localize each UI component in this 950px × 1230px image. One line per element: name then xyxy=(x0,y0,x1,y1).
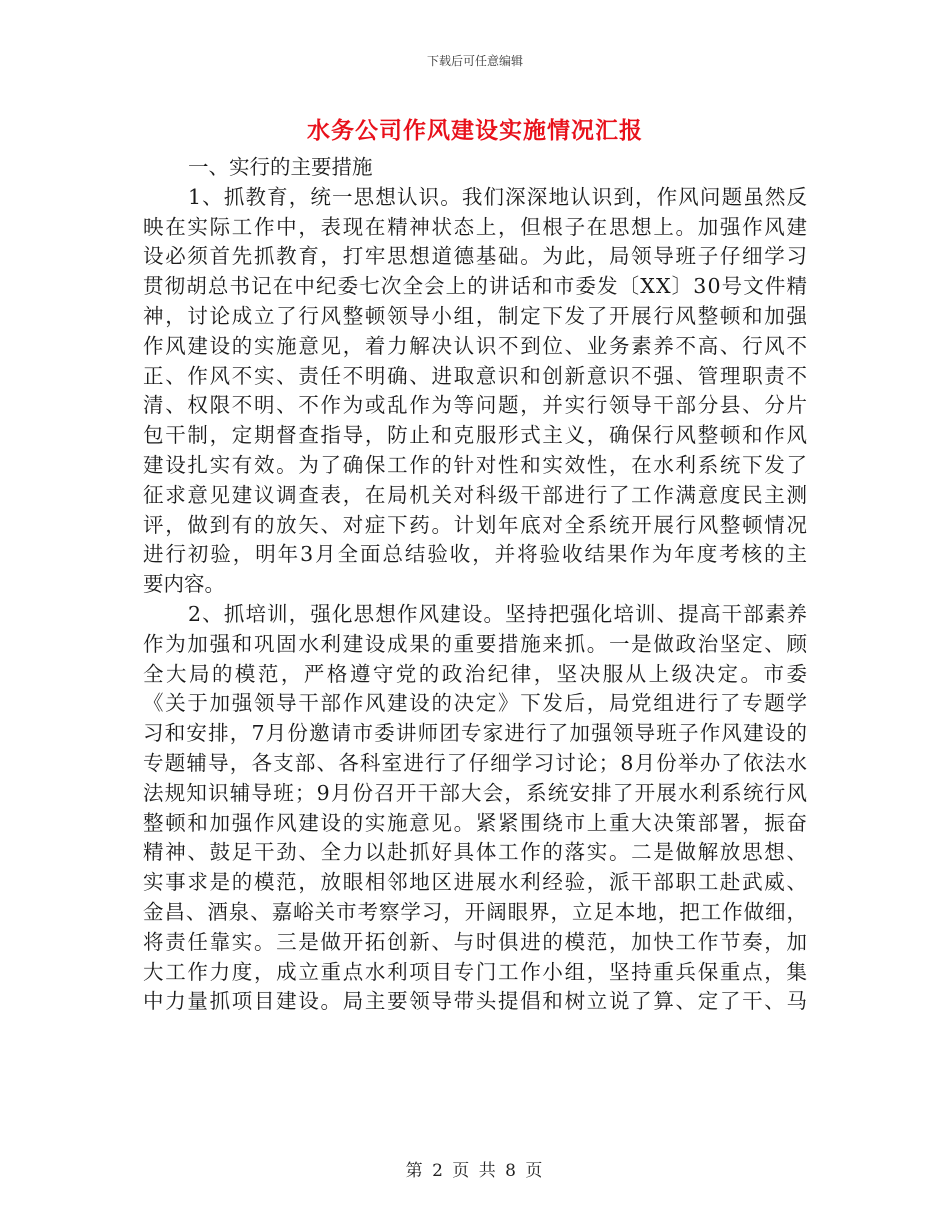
body-line xyxy=(0,837,950,867)
body-line xyxy=(0,510,950,540)
body-line xyxy=(0,182,950,212)
body-line xyxy=(0,152,950,182)
body-line xyxy=(0,808,950,838)
body-line xyxy=(0,331,950,361)
body-line-text: 作风建设的实施意见，着力解决认识不到位、业务素养不高、行风不 xyxy=(143,333,809,358)
body-line xyxy=(0,957,950,987)
body-line xyxy=(0,629,950,659)
body-line-text: 中力量抓项目建设。局主要领导带头提倡和树立说了算、定了干、马 xyxy=(143,989,809,1014)
body-line-text: 《关于加强领导干部作风建设的决定》下发后，局党组进行了专题学 xyxy=(143,691,809,716)
body-line-text: 将责任靠实。三是做开拓创新、与时俱进的模范，加快工作节奏，加 xyxy=(143,929,809,954)
body-line xyxy=(0,420,950,450)
body-line xyxy=(0,897,950,927)
body-line xyxy=(0,271,950,301)
body-line-text: 清、权限不明、不作为或乱作为等问题，并实行领导干部分县、分片 xyxy=(143,393,809,418)
page-header-note: 下载后可任意编辑 xyxy=(426,54,523,68)
body-line xyxy=(0,212,950,242)
body-line-text: 全大局的模范，严格遵守党的政治纪律，坚决服从上级决定。市委 xyxy=(143,661,810,686)
body-line xyxy=(0,867,950,897)
body-line-text: 大工作力度，成立重点水利项目专门工作小组，坚持重兵保重点，集 xyxy=(143,959,809,984)
body-line-text: 贯彻胡总书记在中纪委七次全会上的讲话和市委发〔XX〕30号文件精 xyxy=(143,274,809,299)
body-line-text: 专题辅导，各支部、各科室进行了仔细学习讨论；8月份举办了依法水 xyxy=(143,751,809,775)
body-line-text: 一、实行的主要措施 xyxy=(188,155,373,179)
body-line xyxy=(0,390,950,420)
body-line-text: 2、抓培训，强化思想作风建设。坚持把强化培训、提高干部素养 xyxy=(188,602,809,626)
body-line xyxy=(0,927,950,957)
body-line xyxy=(0,659,950,689)
body-line xyxy=(0,450,950,480)
body-line xyxy=(0,301,950,331)
body-line-text: 实事求是的模范，放眼相邻地区进展水利经验，派干部职工赴武威、 xyxy=(143,870,809,895)
body-line-text: 正、作风不实、责任不明确、进取意识和创新意识不强、管理职责不 xyxy=(143,363,809,388)
body-line-text: 整顿和加强作风建设的实施意见。紧紧围绕市上重大决策部署，振奋 xyxy=(143,810,809,835)
body-line-text: 包干制，定期督查指导，防止和克服形式主义，确保行风整顿和作风 xyxy=(143,423,809,448)
body-line xyxy=(0,241,950,271)
document-title: 水务公司作风建设实施情况汇报 xyxy=(307,118,643,144)
body-line xyxy=(0,718,950,748)
body-line-text: 征求意见建议调查表，在局机关对科级干部进行了工作满意度民主测 xyxy=(143,482,809,507)
body-line-text: 进行初验，明年3月全面总结验收，并将验收结果作为年度考核的主 xyxy=(143,542,809,567)
body-line-text: 习和安排，7月份邀请市委讲师团专家进行了加强领导班子作风建设的 xyxy=(143,721,809,746)
body-line xyxy=(0,361,950,391)
body-line-text: 评，做到有的放矢、对症下药。计划年底对全系统开展行风整顿情况 xyxy=(143,512,809,537)
body-line-text: 金昌、酒泉、嘉峪关市考察学习，开阔眼界，立足本地，把工作做细， xyxy=(143,900,808,924)
body-line-text: 设必须首先抓教育，打牢思想道德基础。为此，局领导班子仔细学习 xyxy=(143,244,809,269)
body-line xyxy=(0,480,950,510)
body-line-text: 作为加强和巩固水利建设成果的重要措施来抓。一是做政治坚定、顾 xyxy=(143,631,809,656)
body-line xyxy=(0,748,950,778)
body-line-text: 映在实际工作中，表现在精神状态上，但根子在思想上。加强作风建 xyxy=(143,214,809,239)
body-line-text: 要内容。 xyxy=(143,572,225,597)
body-line xyxy=(0,778,950,808)
body-line-text: 建设扎实有效。为了确保工作的针对性和实效性，在水利系统下发了 xyxy=(143,453,809,477)
body-line xyxy=(0,599,950,629)
body-line xyxy=(0,539,950,569)
body-line xyxy=(0,986,950,1016)
body-line-text: 法规知识辅导班；9月份召开干部大会，系统安排了开展水利系统行风 xyxy=(143,780,809,805)
body-line xyxy=(0,569,950,599)
body-line-text: 精神、鼓足干劲、全力以赴抓好具体工作的落实。二是做解放思想、 xyxy=(143,840,809,865)
page-number: 第 2 页 共 8 页 xyxy=(405,1161,545,1181)
body-line-text: 神，讨论成立了行风整顿领导小组，制定下发了开展行风整顿和加强 xyxy=(143,304,809,328)
body-line-text: 1、抓教育，统一思想认识。我们深深地认识到，作风问题虽然反 xyxy=(188,184,809,209)
body-line xyxy=(0,688,950,718)
